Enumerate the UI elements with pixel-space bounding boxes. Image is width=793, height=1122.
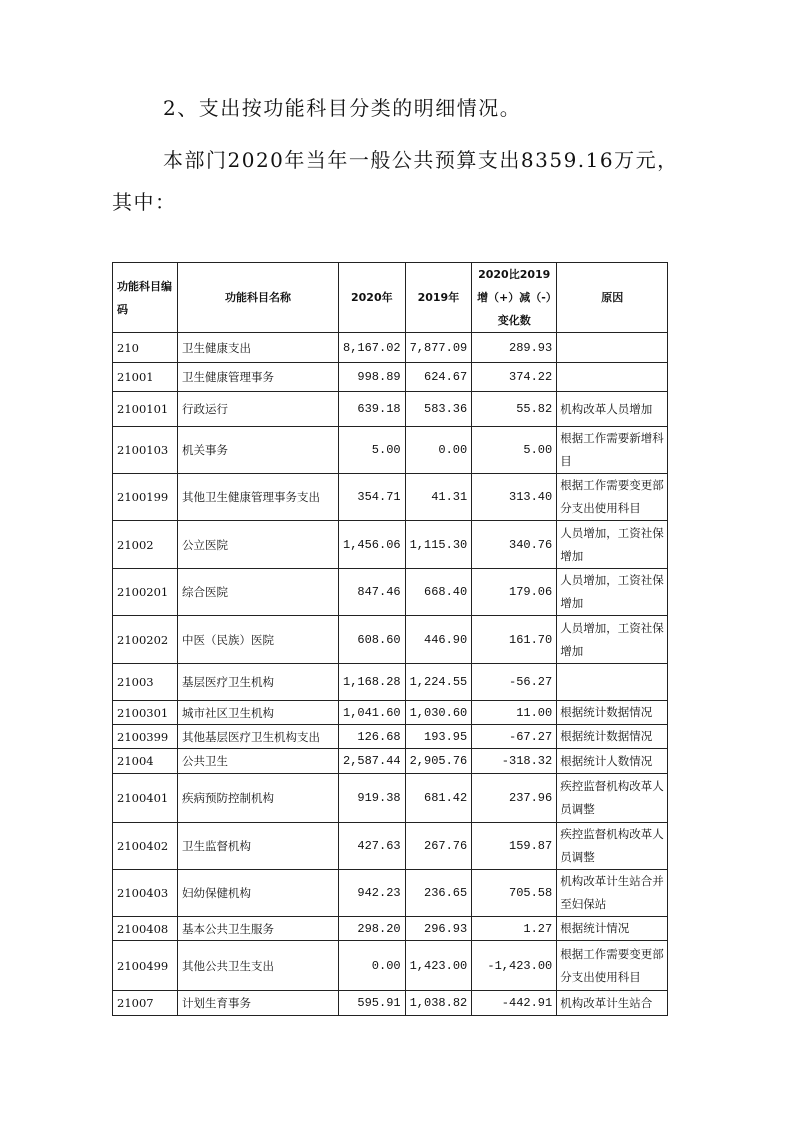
- cell-y2020: 608.60: [339, 616, 406, 664]
- header-reason: 原因: [557, 263, 668, 333]
- cell-y2019: 41.31: [405, 474, 472, 521]
- cell-code: 2100408: [113, 917, 178, 941]
- cell-name: 综合医院: [178, 569, 339, 616]
- table-row: [113, 823, 668, 870]
- cell-code: 2100499: [113, 941, 178, 991]
- cell-name: 计划生育事务: [178, 991, 339, 1016]
- table-row: [113, 664, 668, 701]
- cell-code: 21002: [113, 521, 178, 569]
- cell-y2019: 2,905.76: [405, 749, 472, 774]
- cell-change: -67.27: [472, 725, 557, 749]
- table-row: [113, 363, 668, 392]
- table-row: [113, 474, 668, 521]
- cell-code: 2100403: [113, 870, 178, 917]
- cell-change: -1,423.00: [472, 941, 557, 991]
- cell-change: 289.93: [472, 333, 557, 363]
- cell-y2019: 446.90: [405, 616, 472, 664]
- cell-code: 21001: [113, 363, 178, 392]
- cell-change: 374.22: [472, 363, 557, 392]
- intro-text: 本部门2020年当年一般公共预算支出8359.16万元，: [163, 148, 679, 172]
- cell-y2019: 236.65: [405, 870, 472, 917]
- cell-reason: 人员增加，工资社保增加: [557, 521, 668, 569]
- cell-name: 其他基层医疗卫生机构支出: [178, 725, 339, 749]
- cell-name: 卫生监督机构: [178, 823, 339, 870]
- cell-y2020: 126.68: [339, 725, 406, 749]
- cell-reason: 根据工作需要变更部分支出使用科目: [557, 941, 668, 991]
- cell-y2020: 427.63: [339, 823, 406, 870]
- cell-name: 公立医院: [178, 521, 339, 569]
- cell-y2020: 847.46: [339, 569, 406, 616]
- cell-y2019: 1,224.55: [405, 664, 472, 701]
- cell-change: 705.58: [472, 870, 557, 917]
- cell-code: 2100301: [113, 701, 178, 725]
- section-heading: 2、支出按功能科目分类的明细情况。: [163, 96, 522, 120]
- cell-y2019: 296.93: [405, 917, 472, 941]
- cell-y2020: 0.00: [339, 941, 406, 991]
- table-row: [113, 774, 668, 823]
- cell-y2020: 942.23: [339, 870, 406, 917]
- table-row: [113, 870, 668, 917]
- cell-y2019: 583.36: [405, 392, 472, 427]
- cell-name: 基层医疗卫生机构: [178, 664, 339, 701]
- header-2019: 2019年: [405, 263, 472, 333]
- cell-reason: 疾控监督机构改革人员调整: [557, 774, 668, 823]
- cell-reason: [557, 333, 668, 363]
- cell-name: 卫生健康管理事务: [178, 363, 339, 392]
- cell-y2019: 1,038.82: [405, 991, 472, 1016]
- table-row: [113, 521, 668, 569]
- cell-y2019: 681.42: [405, 774, 472, 823]
- cell-y2019: 1,030.60: [405, 701, 472, 725]
- cell-change: -318.32: [472, 749, 557, 774]
- cell-reason: 根据统计数据情况: [557, 701, 668, 725]
- cell-reason: 根据工作需要变更部分支出使用科目: [557, 474, 668, 521]
- cell-code: 2100402: [113, 823, 178, 870]
- cell-change: 55.82: [472, 392, 557, 427]
- cell-change: 5.00: [472, 427, 557, 474]
- cell-reason: 机构改革计生站合: [557, 991, 668, 1016]
- cell-reason: 根据统计人数情况: [557, 749, 668, 774]
- cell-y2019: 668.40: [405, 569, 472, 616]
- header-change: 2020比2019增（+）减（-）变化数: [472, 263, 557, 333]
- cell-change: 161.70: [472, 616, 557, 664]
- cell-code: 21007: [113, 991, 178, 1016]
- cell-reason: 根据统计情况: [557, 917, 668, 941]
- cell-code: 2100201: [113, 569, 178, 616]
- cell-y2020: 1,456.06: [339, 521, 406, 569]
- cell-change: 313.40: [472, 474, 557, 521]
- cell-reason: [557, 664, 668, 701]
- cell-name: 疾病预防控制机构: [178, 774, 339, 823]
- cell-change: 237.96: [472, 774, 557, 823]
- table-row: [113, 749, 668, 774]
- cell-y2020: 998.89: [339, 363, 406, 392]
- cell-name: 公共卫生: [178, 749, 339, 774]
- table-row: [113, 701, 668, 725]
- cell-reason: 根据统计数据情况: [557, 725, 668, 749]
- cell-y2020: 1,041.60: [339, 701, 406, 725]
- table-row: [113, 616, 668, 664]
- cell-name: 卫生健康支出: [178, 333, 339, 363]
- cell-y2020: 5.00: [339, 427, 406, 474]
- cell-reason: [557, 363, 668, 392]
- cell-change: 340.76: [472, 521, 557, 569]
- cell-reason: 人员增加，工资社保增加: [557, 569, 668, 616]
- cell-y2020: 354.71: [339, 474, 406, 521]
- cell-name: 行政运行: [178, 392, 339, 427]
- cell-reason: 疾控监督机构改革人员调整: [557, 823, 668, 870]
- cell-change: -56.27: [472, 664, 557, 701]
- cell-change: 11.00: [472, 701, 557, 725]
- table-row: [113, 991, 668, 1016]
- cell-code: 2100399: [113, 725, 178, 749]
- cell-y2019: 624.67: [405, 363, 472, 392]
- cell-reason: 机构改革人员增加: [557, 392, 668, 427]
- cell-name: 其他卫生健康管理事务支出: [178, 474, 339, 521]
- cell-reason: 人员增加，工资社保增加: [557, 616, 668, 664]
- cell-change: 179.06: [472, 569, 557, 616]
- table-row: [113, 392, 668, 427]
- cell-y2020: 919.38: [339, 774, 406, 823]
- table-row: [113, 333, 668, 363]
- cell-code: 2100199: [113, 474, 178, 521]
- cell-y2019: 0.00: [405, 427, 472, 474]
- cell-change: -442.91: [472, 991, 557, 1016]
- cell-y2020: 595.91: [339, 991, 406, 1016]
- cell-code: 2100401: [113, 774, 178, 823]
- cell-name: 其他公共卫生支出: [178, 941, 339, 991]
- cell-y2020: 1,168.28: [339, 664, 406, 701]
- cell-code: 2100103: [113, 427, 178, 474]
- header-code: 功能科目编码: [113, 263, 178, 333]
- cell-y2020: 298.20: [339, 917, 406, 941]
- cell-name: 机关事务: [178, 427, 339, 474]
- table-row: [113, 725, 668, 749]
- cell-y2019: 1,115.30: [405, 521, 472, 569]
- cell-change: 159.87: [472, 823, 557, 870]
- cell-code: 2100202: [113, 616, 178, 664]
- cell-y2020: 2,587.44: [339, 749, 406, 774]
- expenditure-table: [112, 262, 668, 1016]
- cell-code: 21003: [113, 664, 178, 701]
- cell-name: 城市社区卫生机构: [178, 701, 339, 725]
- cell-code: 21004: [113, 749, 178, 774]
- cell-name: 妇幼保健机构: [178, 870, 339, 917]
- cell-y2019: 267.76: [405, 823, 472, 870]
- cell-y2019: 7,877.09: [405, 333, 472, 363]
- table-row: [113, 917, 668, 941]
- cell-y2020: 8,167.02: [339, 333, 406, 363]
- header-name: 功能科目名称: [178, 263, 339, 333]
- cell-code: 2100101: [113, 392, 178, 427]
- table-row: [113, 569, 668, 616]
- cell-y2019: 193.95: [405, 725, 472, 749]
- cell-reason: 机构改革计生站合并至妇保站: [557, 870, 668, 917]
- cell-y2019: 1,423.00: [405, 941, 472, 991]
- table-row: [113, 427, 668, 474]
- intro-text-continued: 其中：: [112, 190, 177, 214]
- cell-reason: 根据工作需要新增科目: [557, 427, 668, 474]
- header-2020: 2020年: [339, 263, 406, 333]
- cell-name: 中医（民族）医院: [178, 616, 339, 664]
- cell-y2020: 639.18: [339, 392, 406, 427]
- cell-code: 210: [113, 333, 178, 363]
- table-row: [113, 941, 668, 991]
- cell-change: 1.27: [472, 917, 557, 941]
- cell-name: 基本公共卫生服务: [178, 917, 339, 941]
